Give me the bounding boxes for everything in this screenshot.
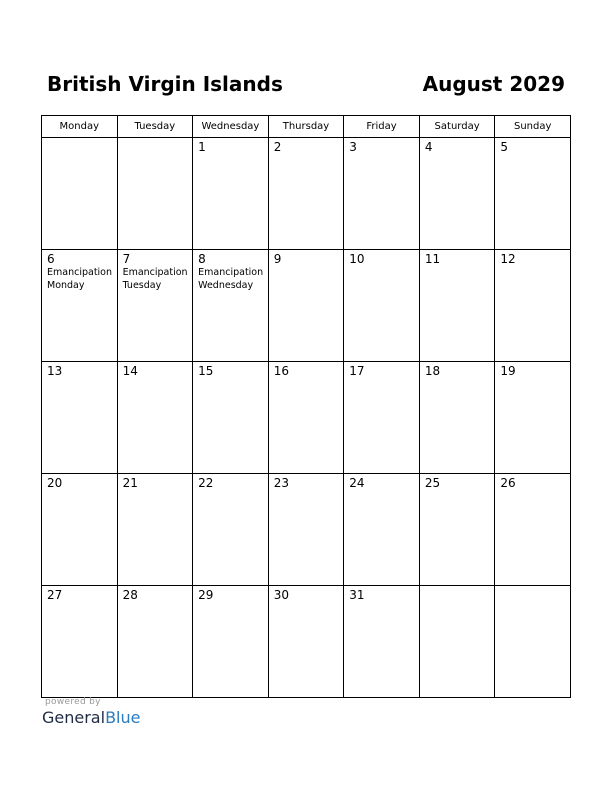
day-cell — [42, 250, 118, 362]
day-cell — [495, 138, 571, 250]
week-row — [42, 138, 571, 250]
day-cell — [42, 138, 118, 250]
day-number: 29 — [198, 588, 214, 602]
weekday-friday: Friday — [344, 116, 420, 138]
day-cell — [495, 474, 571, 586]
day-cell — [42, 474, 118, 586]
day-cell — [344, 586, 420, 698]
logo-general-text: General — [42, 708, 106, 727]
day-cell — [117, 362, 193, 474]
country-title: British Virgin Islands — [47, 72, 283, 96]
day-number: 30 — [273, 588, 289, 602]
day-number: 15 — [198, 364, 214, 378]
holiday-label: Emancipation Tuesday — [122, 267, 188, 291]
calendar-grid — [41, 115, 571, 698]
day-number: 6 — [47, 252, 55, 266]
day-cell — [344, 138, 420, 250]
day-cell — [268, 138, 344, 250]
day-number: 1 — [198, 140, 206, 154]
day-number: 16 — [273, 364, 289, 378]
day-cell — [42, 586, 118, 698]
day-cell — [495, 250, 571, 362]
day-cell — [268, 586, 344, 698]
week-row — [42, 362, 571, 474]
day-cell — [193, 362, 269, 474]
day-cell — [419, 474, 495, 586]
day-cell — [193, 138, 269, 250]
holiday-label: Emancipation Wednesday — [198, 267, 264, 291]
week-row — [42, 586, 571, 698]
day-cell — [193, 250, 269, 362]
day-number: 9 — [273, 252, 282, 266]
day-number: 4 — [424, 140, 433, 154]
week-row — [42, 250, 571, 362]
day-cell — [419, 586, 495, 698]
day-number: 11 — [424, 252, 441, 266]
day-number: 20 — [47, 476, 63, 490]
day-cell — [117, 474, 193, 586]
day-number: 23 — [273, 476, 289, 490]
day-number: 12 — [500, 252, 516, 266]
week-row — [42, 474, 571, 586]
weekday-wednesday: Wednesday — [193, 116, 269, 138]
day-number: 3 — [349, 140, 357, 154]
day-cell — [117, 250, 193, 362]
day-number: 19 — [500, 364, 516, 378]
weekday-sunday: Sunday — [495, 116, 571, 138]
day-cell — [193, 586, 269, 698]
day-number: 13 — [47, 364, 63, 378]
day-number: 27 — [47, 588, 63, 602]
day-cell — [117, 586, 193, 698]
generalblue-branding — [42, 697, 140, 727]
day-cell — [193, 474, 269, 586]
day-cell — [268, 474, 344, 586]
day-number: 21 — [122, 476, 138, 490]
day-number: 18 — [424, 364, 441, 378]
day-number: 25 — [424, 476, 441, 490]
day-cell — [419, 362, 495, 474]
day-number: 7 — [122, 252, 131, 266]
day-cell — [495, 586, 571, 698]
weekday-monday: Monday — [42, 116, 118, 138]
day-number: 24 — [349, 476, 365, 490]
day-cell — [344, 362, 420, 474]
day-number: 2 — [273, 140, 282, 154]
day-cell — [268, 250, 344, 362]
day-cell — [42, 362, 118, 474]
weekday-tuesday: Tuesday — [117, 116, 193, 138]
day-number: 22 — [198, 476, 214, 490]
day-cell — [419, 250, 495, 362]
day-number: 28 — [122, 588, 138, 602]
day-cell — [117, 138, 193, 250]
day-number: 8 — [198, 252, 206, 266]
logo-blue-text: Blue — [105, 708, 141, 727]
day-cell — [419, 138, 495, 250]
day-number: 5 — [500, 140, 509, 154]
day-number: 14 — [122, 364, 138, 378]
day-number: 10 — [349, 252, 365, 266]
day-cell — [344, 474, 420, 586]
day-cell — [344, 250, 420, 362]
powered-by-text: powered by — [45, 697, 101, 707]
day-cell — [495, 362, 571, 474]
month-year-title: August 2029 — [422, 72, 565, 96]
weekday-header-row — [42, 116, 571, 138]
day-cell — [268, 362, 344, 474]
weekday-thursday: Thursday — [268, 116, 344, 138]
day-number: 17 — [349, 364, 365, 378]
holiday-label: Emancipation Monday — [47, 267, 113, 291]
weekday-saturday: Saturday — [419, 116, 495, 138]
day-number: 31 — [349, 588, 365, 602]
generalblue-logo[interactable] — [42, 708, 140, 727]
day-number: 26 — [500, 476, 516, 490]
